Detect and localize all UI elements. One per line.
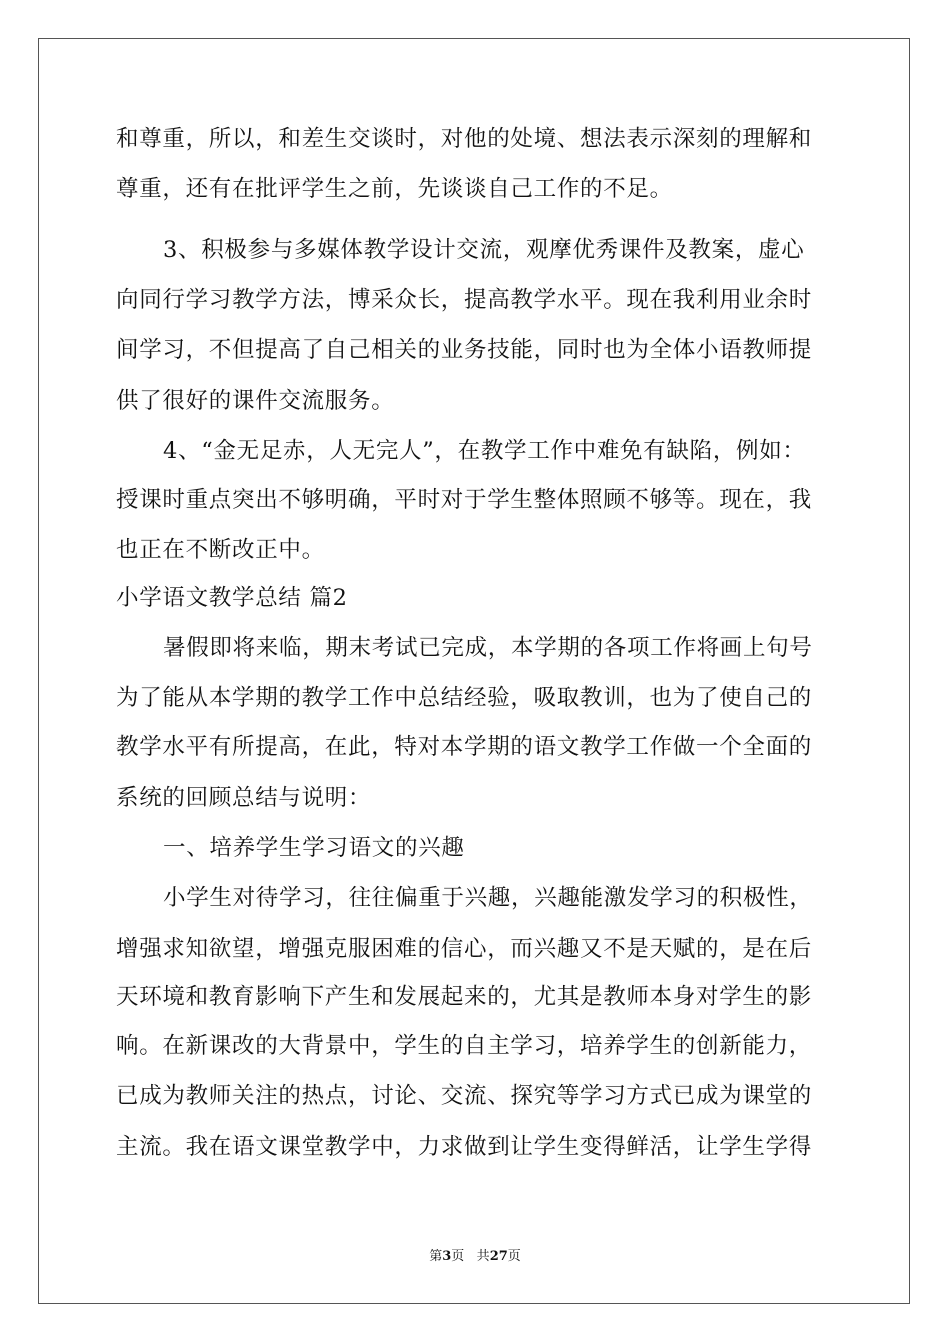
footer-page-suffix: 页 [451, 1249, 465, 1264]
text-line: 响。在新课改的大背景中，学生的自主学习，培养学生的创新能力， [116, 1033, 813, 1059]
text-line: 和尊重，所以，和差生交谈时，对他的处境、想法表示深刻的理解和 [116, 126, 813, 152]
total-page-count: 27 [489, 1249, 508, 1264]
footer-total-prefix: 共 [476, 1249, 490, 1264]
text-line: 教学水平有所提高，在此，特对本学期的语文教学工作做一个全面的 [116, 734, 813, 760]
text-line: 已成为教师关注的热点，讨论、交流、探究等学习方式已成为课堂的 [116, 1083, 813, 1109]
text-line: 授课时重点突出不够明确，平时对于学生整体照顾不够等。现在，我 [116, 487, 813, 513]
text-line: 天环境和教育影响下产生和发展起来的，尤其是教师本身对学生的影 [116, 984, 813, 1010]
text-line: 向同行学习教学方法，博采众长，提高教学水平。现在我利用业余时 [116, 287, 813, 313]
footer-prefix: 第 [429, 1249, 443, 1264]
text-line: 也正在不断改正中。 [116, 537, 325, 563]
paragraph-start: 小学生对待学习，往往偏重于兴趣，兴趣能激发学习的积极性， [163, 885, 813, 911]
page-border [38, 38, 910, 1304]
paragraph-start: 3、积极参与多媒体教学设计交流，观摩优秀课件及教案，虚心 [163, 237, 805, 263]
text-line: 为了能从本学期的教学工作中总结经验，吸取教训，也为了使自己的 [116, 685, 813, 711]
text-line: 供了很好的课件交流服务。 [116, 388, 395, 414]
text-line: 增强求知欲望，增强克服困难的信心，而兴趣又不是天赋的，是在后 [116, 936, 813, 962]
text-line: 尊重，还有在批评学生之前，先谈谈自己工作的不足。 [116, 176, 673, 202]
paragraph-start: 4、“金无足赤，人无完人”，在教学工作中难免有缺陷，例如： [163, 438, 806, 464]
section-heading: 小学语文教学总结 篇2 [116, 585, 348, 611]
text-line: 系统的回顾总结与说明： [116, 785, 372, 811]
paragraph-start: 暑假即将来临，期末考试已完成，本学期的各项工作将画上句号 [163, 635, 813, 661]
text-line: 主流。我在语文课堂教学中，力求做到让学生变得鲜活，让学生学得 [116, 1134, 813, 1160]
current-page-number: 3 [442, 1249, 452, 1264]
subheading: 一、培养学生学习语文的兴趣 [163, 835, 465, 861]
page-footer [0, 1248, 950, 1266]
footer-total-suffix: 页 [507, 1249, 521, 1264]
text-line: 间学习，不但提高了自己相关的业务技能，同时也为全体小语教师提 [116, 337, 813, 363]
